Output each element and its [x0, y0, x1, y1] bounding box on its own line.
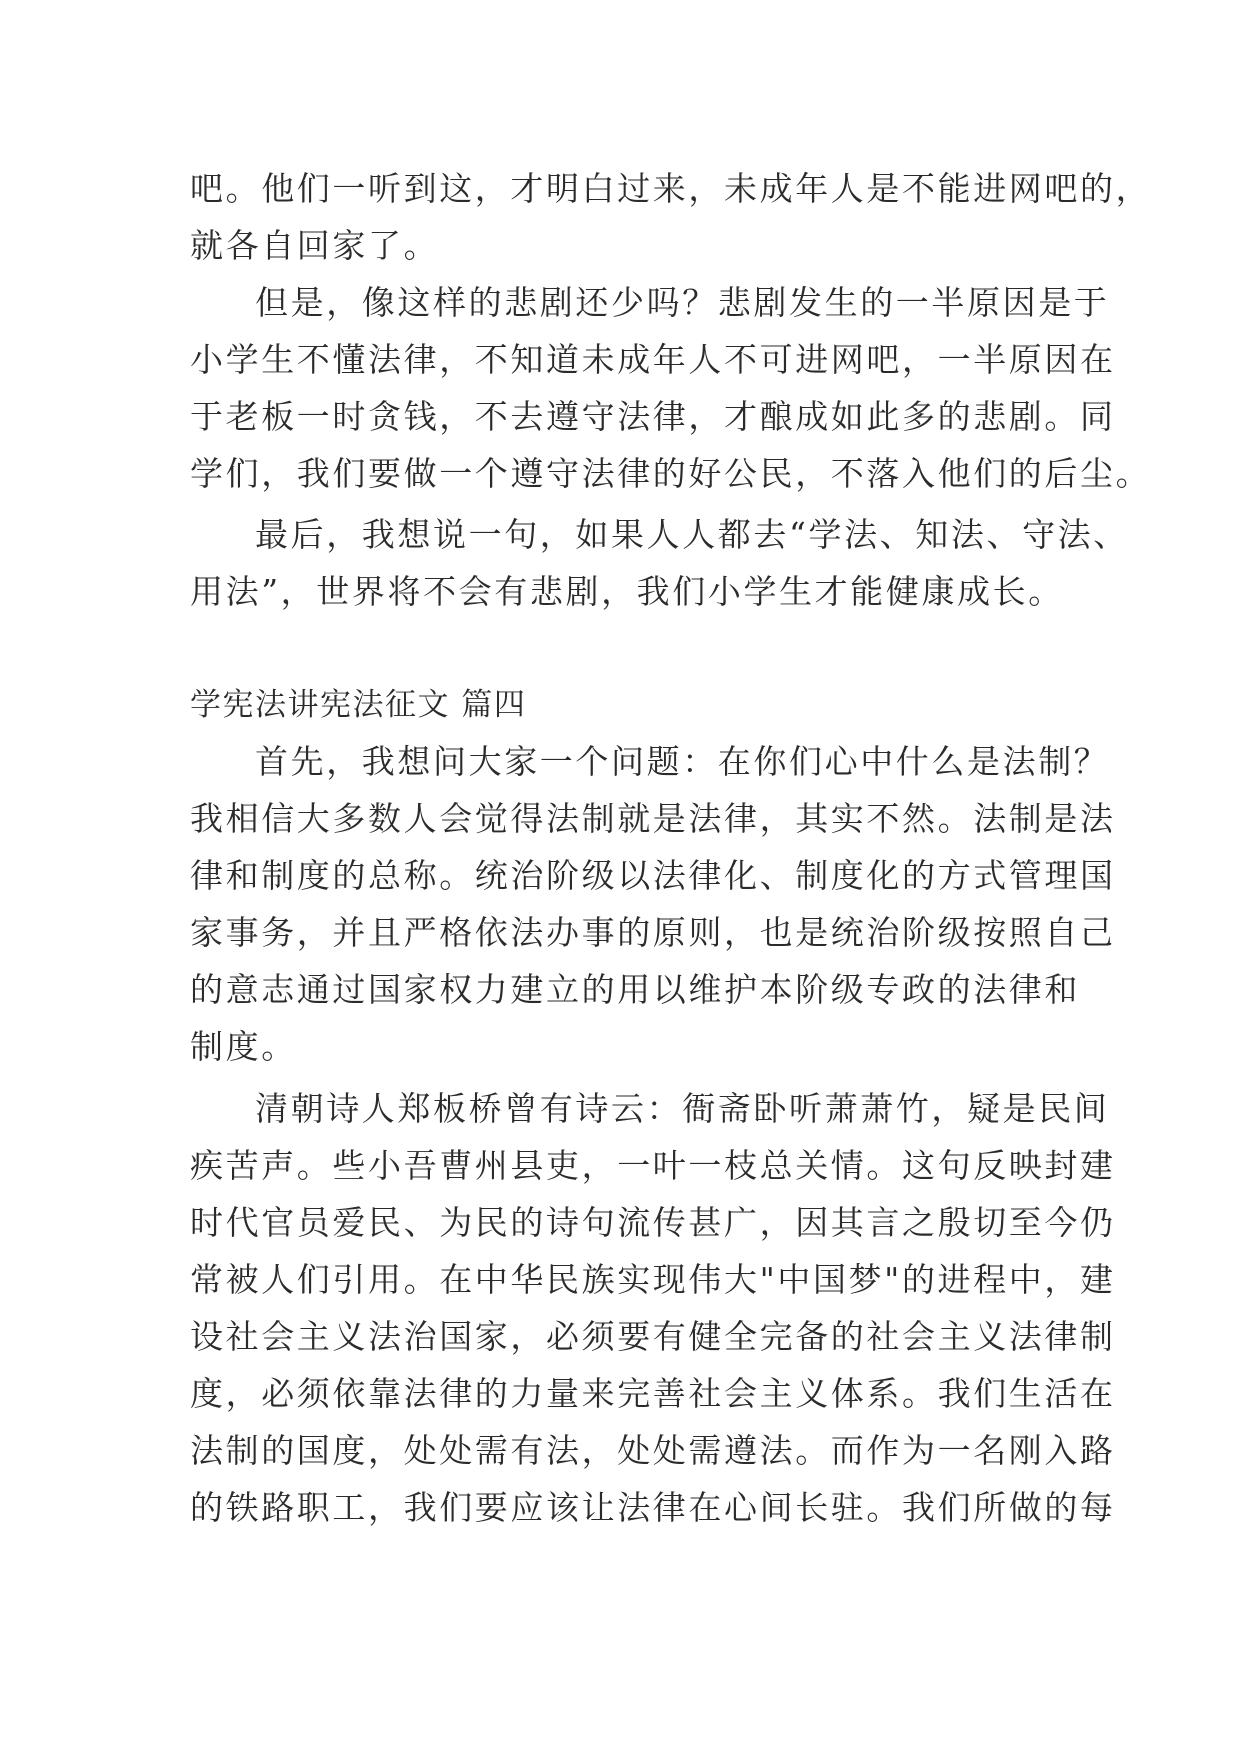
- text-line: 疾苦声。些小吾曹州县吏，一叶一枝总关情。这句反映封建: [190, 1146, 1116, 1185]
- text-line: 用法”，世界将不会有悲剧，我们小学生才能健康成长。: [190, 572, 1064, 611]
- paragraph-start-line: 首先，我想问大家一个问题：在你们心中什么是法制？: [255, 742, 1110, 781]
- text-line: 的铁路职工，我们要应该让法律在心间长驻。我们所做的每: [190, 1488, 1116, 1527]
- paragraph-start-line: 最后，我想说一句，如果人人都去“学法、知法、守法、: [255, 515, 1129, 554]
- text-line: 学们，我们要做一个遵守法律的好公民，不落入他们的后尘。: [190, 454, 1152, 493]
- text-line: 法制的国度，处处需有法，处处需遵法。而作为一名刚入路: [190, 1431, 1116, 1470]
- text-line: 设社会主义法治国家，必须要有健全完备的社会主义法律制: [190, 1317, 1116, 1356]
- text-line: 于老板一时贪钱，不去遵守法律，才酿成如此多的悲剧。同: [190, 397, 1116, 436]
- paragraph-start-line: 清朝诗人郑板桥曾有诗云：衙斋卧听萧萧竹，疑是民间: [255, 1089, 1110, 1128]
- text-line: 律和制度的总称。统治阶级以法律化、制度化的方式管理国: [190, 856, 1116, 895]
- text-line: 家事务，并且严格依法办事的原则，也是统治阶级按照自己: [190, 913, 1116, 952]
- text-line: 制度。: [190, 1027, 297, 1066]
- text-line: 时代官员爱民、为民的诗句流传甚广，因其言之殷切至今仍: [190, 1203, 1116, 1242]
- section-heading: 学宪法讲宪法征文 篇四: [190, 687, 527, 723]
- paragraph-start-line: 但是，像这样的悲剧还少吗？悲剧发生的一半原因是于: [255, 283, 1110, 322]
- text-line: 的意志通过国家权力建立的用以维护本阶级专政的法律和: [190, 970, 1080, 1009]
- text-line: 小学生不懂法律，不知道未成年人不可进网吧，一半原因在: [190, 340, 1116, 379]
- text-line: 度，必须依靠法律的力量来完善社会主义体系。我们生活在: [190, 1374, 1116, 1413]
- text-line: 我相信大多数人会觉得法制就是法律，其实不然。法制是法: [190, 799, 1116, 838]
- text-line: 就各自回家了。: [190, 226, 440, 265]
- text-line: 常被人们引用。在中华民族实现伟大"中国梦"的进程中，建: [190, 1260, 1116, 1299]
- text-line: 吧。他们一听到这，才明白过来，未成年人是不能进网吧的，: [190, 169, 1152, 208]
